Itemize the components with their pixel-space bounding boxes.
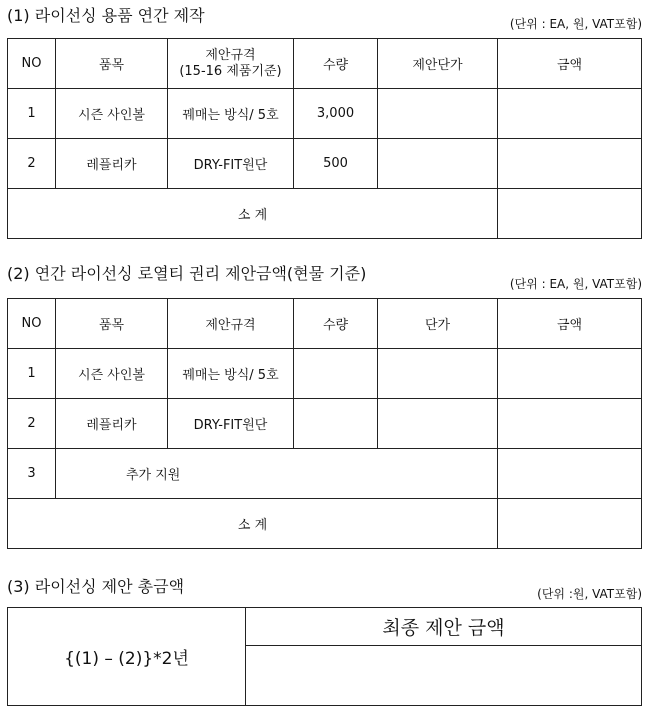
header-spec: 제안규격 [168,299,294,349]
section2-title: (2) 연간 라이선싱 로열티 권리 제안금액(현물 기준) [7,264,367,283]
final-amount-label: 최종 제안 금액 [246,608,642,646]
header-qty: 수량 [294,299,378,349]
cell-qty[interactable] [294,399,378,449]
cell-qty: 3,000 [294,89,378,139]
cell-unit-price[interactable] [378,399,498,449]
cell-spec: DRY-FIT원단 [168,399,294,449]
cell-spec: 꿰매는 방식/ 5호 [168,89,294,139]
section1-unit-note: (단위 : EA, 원, VAT포함) [509,17,642,31]
royalty-table [7,298,642,549]
table-header-row [8,299,642,349]
production-table [7,38,642,239]
table-row [8,89,642,139]
cell-amount[interactable] [498,89,642,139]
header-no: NO [8,39,56,89]
cell-amount[interactable] [498,349,642,399]
header-amount: 금액 [498,39,642,89]
header-spec-line1: 제안규격 [205,47,256,63]
header-amount: 금액 [498,299,642,349]
header-item: 품목 [56,299,168,349]
header-unit-price: 단가 [378,299,498,349]
subtotal-amount[interactable] [498,189,642,239]
header-item: 품목 [56,39,168,89]
table-row [8,139,642,189]
cell-amount[interactable] [498,449,642,499]
cell-item: 시즌 사인볼 [56,89,168,139]
header-spec [168,39,294,89]
final-amount-value[interactable] [246,646,642,706]
header-unit-price: 제안단가 [378,39,498,89]
table-row [8,399,642,449]
section2-unit-note: (단위 : EA, 원, VAT포함) [509,277,642,291]
cell-unit-price[interactable] [378,139,498,189]
table-row [8,349,642,399]
cell-item: 레플리카 [56,399,168,449]
cell-unit-price[interactable] [378,349,498,399]
total-header-row [8,608,642,646]
cell-spec: DRY-FIT원단 [168,139,294,189]
cell-qty[interactable] [294,349,378,399]
cell-unit-price[interactable] [378,89,498,139]
cell-amount[interactable] [498,139,642,189]
header-no: NO [8,299,56,349]
section3-unit-note: (단위 :원, VAT포함) [537,587,642,601]
cell-no: 1 [8,89,56,139]
total-proposal-table [7,607,642,706]
subtotal-amount[interactable] [498,499,642,549]
formula-cell: {(1) – (2)}*2년 [8,608,246,706]
cell-no: 2 [8,139,56,189]
header-spec-line2: (15-16 제품기준) [179,63,282,79]
subtotal-row [8,189,642,239]
subtotal-row [8,499,642,549]
subtotal-label: 소 계 [8,189,498,239]
cell-item: 레플리카 [56,139,168,189]
cell-spec: 꿰매는 방식/ 5호 [168,349,294,399]
cell-qty: 500 [294,139,378,189]
table-header-row [8,39,642,89]
cell-no: 2 [8,399,56,449]
cell-no: 1 [8,349,56,399]
table-row-extra [8,449,642,499]
cell-item-extra: 추가 지원 [56,449,498,499]
section1-title: (1) 라이선싱 용품 연간 제작 [7,6,205,25]
header-qty: 수량 [294,39,378,89]
subtotal-label: 소 계 [8,499,498,549]
cell-amount[interactable] [498,399,642,449]
cell-item: 시즌 사인볼 [56,349,168,399]
cell-no: 3 [8,449,56,499]
section3-title: (3) 라이선싱 제안 총금액 [7,577,185,596]
